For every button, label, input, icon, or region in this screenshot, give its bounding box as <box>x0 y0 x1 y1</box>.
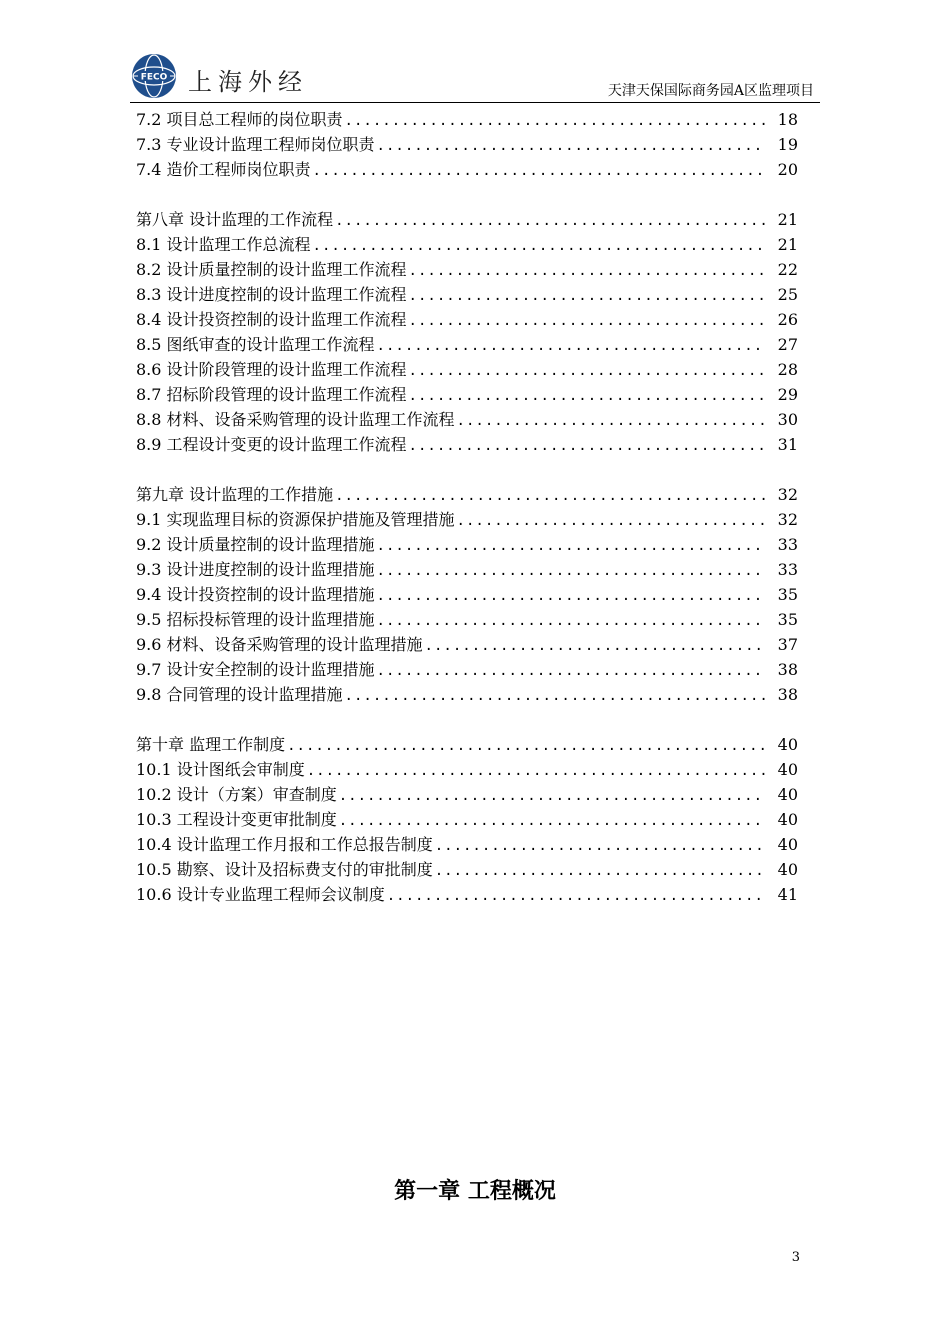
toc-dot-leader <box>287 734 766 759</box>
toc-entry-page: 27 <box>777 335 798 354</box>
toc-entry-page: 22 <box>777 260 798 279</box>
toc-dot-leader <box>377 134 766 159</box>
toc-group <box>136 732 798 907</box>
toc-entry[interactable] <box>136 782 798 807</box>
toc-entry-label: 8.3 设计进度控制的设计监理工作流程 <box>136 285 407 304</box>
toc-entry-page: 29 <box>777 385 798 404</box>
toc-entry[interactable] <box>136 557 798 582</box>
toc-dot-leader <box>425 634 766 659</box>
toc-dot-leader <box>345 109 766 134</box>
toc-entry[interactable] <box>136 207 798 232</box>
toc-entry[interactable] <box>136 657 798 682</box>
toc-entry[interactable] <box>136 107 798 132</box>
toc-dot-leader <box>335 484 766 509</box>
toc-entry-label: 8.5 图纸审查的设计监理工作流程 <box>136 335 375 354</box>
toc-entry-label: 8.9 工程设计变更的设计监理工作流程 <box>136 435 407 454</box>
toc-entry-page: 40 <box>777 785 798 804</box>
toc-entry-label: 8.7 招标阶段管理的设计监理工作流程 <box>136 385 407 404</box>
toc-entry-label: 8.4 设计投资控制的设计监理工作流程 <box>136 310 407 329</box>
toc-entry[interactable] <box>136 632 798 657</box>
toc-entry-page: 38 <box>777 685 798 704</box>
toc-entry-page: 18 <box>777 110 798 129</box>
toc-entry-label: 9.8 合同管理的设计监理措施 <box>136 685 343 704</box>
toc-dot-leader <box>345 684 766 709</box>
toc-entry[interactable] <box>136 482 798 507</box>
toc-entry-label: 10.2 设计（方案）审查制度 <box>136 785 337 804</box>
toc-entry-label: 8.6 设计阶段管理的设计监理工作流程 <box>136 360 407 379</box>
toc-entry[interactable] <box>136 857 798 882</box>
toc-entry[interactable] <box>136 432 798 457</box>
toc-entry-label: 8.2 设计质量控制的设计监理工作流程 <box>136 260 407 279</box>
toc-entry[interactable] <box>136 732 798 757</box>
toc-entry-page: 33 <box>777 560 798 579</box>
toc-entry-label: 7.2 项目总工程师的岗位职责 <box>136 110 343 129</box>
toc-entry[interactable] <box>136 282 798 307</box>
toc-dot-leader <box>377 584 766 609</box>
toc-entry-page: 37 <box>777 635 798 654</box>
toc-entry[interactable] <box>136 407 798 432</box>
toc-entry-page: 20 <box>777 160 798 179</box>
toc-entry-page: 21 <box>777 235 798 254</box>
toc-entry-label: 第八章 设计监理的工作流程 <box>136 210 334 229</box>
toc-dot-leader <box>457 509 766 534</box>
toc-dot-leader <box>409 284 766 309</box>
toc-entry[interactable] <box>136 607 798 632</box>
toc-entry-label: 10.1 设计图纸会审制度 <box>136 760 305 779</box>
toc-entry-label: 10.4 设计监理工作月报和工作总报告制度 <box>136 835 433 854</box>
toc-dot-leader <box>387 884 766 909</box>
toc-dot-leader <box>457 409 766 434</box>
page-number: 3 <box>791 1250 800 1265</box>
toc-entry[interactable] <box>136 757 798 782</box>
toc-dot-leader <box>313 234 766 259</box>
toc-entry-label: 7.3 专业设计监理工程师岗位职责 <box>136 135 375 154</box>
toc-entry-page: 32 <box>777 510 798 529</box>
toc-entry-page: 32 <box>777 485 798 504</box>
toc-dot-leader <box>409 359 766 384</box>
toc-entry-label: 9.6 材料、设备采购管理的设计监理措施 <box>136 635 423 654</box>
toc-dot-leader <box>435 859 766 884</box>
toc-group <box>136 482 798 707</box>
toc-entry-page: 28 <box>777 360 798 379</box>
table-of-contents <box>136 107 798 932</box>
toc-dot-leader <box>335 209 766 234</box>
toc-dot-leader <box>339 784 766 809</box>
toc-entry[interactable] <box>136 232 798 257</box>
toc-entry-page: 35 <box>777 585 798 604</box>
toc-entry-page: 26 <box>777 310 798 329</box>
toc-entry-page: 40 <box>777 810 798 829</box>
toc-entry-page: 38 <box>777 660 798 679</box>
toc-dot-leader <box>435 834 766 859</box>
toc-dot-leader <box>377 659 766 684</box>
toc-entry-label: 第十章 监理工作制度 <box>136 735 286 754</box>
toc-entry-label: 9.3 设计进度控制的设计监理措施 <box>136 560 375 579</box>
toc-entry[interactable] <box>136 507 798 532</box>
toc-entry-label: 9.4 设计投资控制的设计监理措施 <box>136 585 375 604</box>
toc-entry[interactable] <box>136 682 798 707</box>
toc-dot-leader <box>409 259 766 284</box>
toc-entry-page: 40 <box>777 760 798 779</box>
toc-entry-page: 31 <box>777 435 798 454</box>
toc-dot-leader <box>377 334 766 359</box>
toc-entry-label: 8.1 设计监理工作总流程 <box>136 235 311 254</box>
toc-entry-page: 25 <box>777 285 798 304</box>
toc-entry-label: 9.7 设计安全控制的设计监理措施 <box>136 660 375 679</box>
toc-entry-label: 10.6 设计专业监理工程师会议制度 <box>136 885 385 904</box>
toc-entry[interactable] <box>136 832 798 857</box>
toc-entry-label: 9.1 实现监理目标的资源保护措施及管理措施 <box>136 510 455 529</box>
toc-entry[interactable] <box>136 807 798 832</box>
toc-entry-page: 21 <box>777 210 798 229</box>
toc-entry-page: 41 <box>777 885 798 904</box>
toc-group <box>136 107 798 182</box>
toc-entry[interactable] <box>136 532 798 557</box>
toc-dot-leader <box>377 609 766 634</box>
toc-entry-page: 40 <box>777 835 798 854</box>
header-rule <box>130 102 820 103</box>
toc-entry-page: 33 <box>777 535 798 554</box>
toc-entry[interactable] <box>136 357 798 382</box>
toc-dot-leader <box>409 434 766 459</box>
toc-entry[interactable] <box>136 307 798 332</box>
toc-dot-leader <box>307 759 766 784</box>
toc-entry-page: 30 <box>777 410 798 429</box>
toc-entry-label: 9.5 招标投标管理的设计监理措施 <box>136 610 375 629</box>
company-name: 上海外经 <box>188 68 308 96</box>
toc-entry[interactable] <box>136 257 798 282</box>
toc-entry-page: 40 <box>777 735 798 754</box>
toc-entry-label: 10.3 工程设计变更审批制度 <box>136 810 337 829</box>
toc-entry-label: 9.2 设计质量控制的设计监理措施 <box>136 535 375 554</box>
toc-entry-label: 7.4 造价工程师岗位职责 <box>136 160 311 179</box>
toc-entry[interactable] <box>136 882 798 907</box>
toc-entry[interactable] <box>136 582 798 607</box>
toc-dot-leader <box>339 809 766 834</box>
toc-dot-leader <box>409 309 766 334</box>
page-header <box>130 52 820 102</box>
toc-entry-label: 10.5 勘察、设计及招标费支付的审批制度 <box>136 860 433 879</box>
feco-logo-icon <box>130 52 178 100</box>
toc-entry-page: 35 <box>777 610 798 629</box>
chapter-heading: 第一章 工程概况 <box>394 1179 556 1204</box>
toc-entry-label: 8.8 材料、设备采购管理的设计监理工作流程 <box>136 410 455 429</box>
toc-dot-leader <box>409 384 766 409</box>
toc-dot-leader <box>377 559 766 584</box>
toc-entry[interactable] <box>136 382 798 407</box>
toc-entry[interactable] <box>136 132 798 157</box>
toc-entry[interactable] <box>136 157 798 182</box>
toc-entry[interactable] <box>136 332 798 357</box>
toc-group <box>136 207 798 457</box>
logo-text: FECO <box>140 72 168 83</box>
toc-dot-leader <box>377 534 766 559</box>
project-title: 天津天保国际商务园A区监理项目 <box>607 83 814 99</box>
toc-entry-label: 第九章 设计监理的工作措施 <box>136 485 334 504</box>
toc-entry-page: 40 <box>777 860 798 879</box>
toc-dot-leader <box>313 159 766 184</box>
toc-entry-page: 19 <box>777 135 798 154</box>
